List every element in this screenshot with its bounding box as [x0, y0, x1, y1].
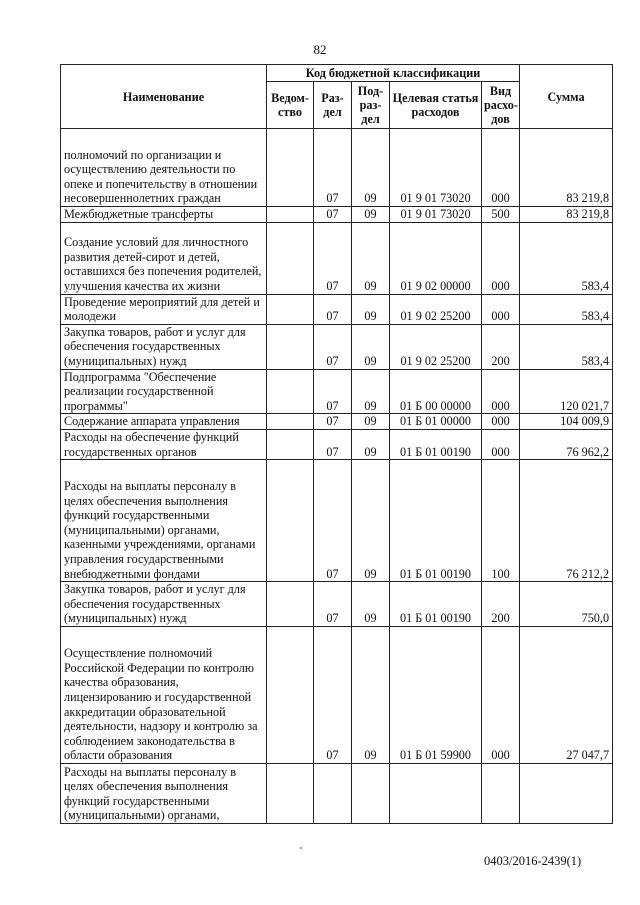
- row-type: 000: [482, 414, 520, 430]
- page-number: 82: [313, 42, 327, 57]
- row-subsection: 09: [352, 429, 390, 459]
- header-classification-group: Код бюджетной классификации: [267, 65, 520, 82]
- row-department: [267, 324, 314, 369]
- row-subsection: 09: [352, 324, 390, 369]
- row-subsection: [352, 763, 390, 823]
- row-department: [267, 294, 314, 324]
- header-name: Наименование: [61, 65, 267, 129]
- row-target: 01 Б 01 00190: [390, 582, 482, 627]
- row-target: 01 Б 01 00190: [390, 460, 482, 582]
- row-department: [267, 369, 314, 414]
- row-sum: 27 047,7: [520, 626, 613, 763]
- row-target: 01 Б 00 00000: [390, 369, 482, 414]
- row-name: Закупка товаров, работ и услуг для обеспечения государственных (муниципальных) нужд: [61, 582, 267, 627]
- row-section: 07: [314, 222, 352, 294]
- header-section: Раз-дел: [314, 82, 352, 129]
- row-target: 01 9 01 73020: [390, 207, 482, 223]
- row-sum: 76 962,2: [520, 429, 613, 459]
- row-sum: 76 212,2: [520, 460, 613, 582]
- row-type: 200: [482, 324, 520, 369]
- row-department: [267, 429, 314, 459]
- table-row: [61, 222, 613, 294]
- row-type: 000: [482, 429, 520, 459]
- header-target: Целевая статья расходов: [390, 82, 482, 129]
- table-row: [61, 414, 613, 430]
- budget-table: [60, 64, 613, 824]
- table-row: [61, 763, 613, 823]
- row-subsection: 09: [352, 414, 390, 430]
- header-type: Вид расхо-дов: [482, 82, 520, 129]
- row-section: 07: [314, 414, 352, 430]
- row-section: 07: [314, 369, 352, 414]
- row-name: Проведение мероприятий для детей и молодежи: [61, 294, 267, 324]
- row-section: 07: [314, 129, 352, 207]
- row-name: Осуществление полномочий Российской Федерации по контролю качества образования, лицензированию и государственной аккредитации образовательной деятельности, надзору и контролю за соблюдением законодательства в области образования: [61, 626, 267, 763]
- row-type: 000: [482, 294, 520, 324]
- row-subsection: 09: [352, 582, 390, 627]
- row-type: 000: [482, 222, 520, 294]
- header-department: Ведом-ство: [267, 82, 314, 129]
- row-sum: 750,0: [520, 582, 613, 627]
- row-type: 500: [482, 207, 520, 223]
- row-department: [267, 222, 314, 294]
- row-target: 01 Б 01 59900: [390, 626, 482, 763]
- row-name: Расходы на выплаты персоналу в целях обеспечения выполнения функций государственными (муниципальными) органами, казенными учреждениями, органами управления государственными внебюджетными фондами: [61, 460, 267, 582]
- row-subsection: 09: [352, 626, 390, 763]
- header-sum: Сумма: [520, 65, 613, 129]
- table-row: [61, 129, 613, 207]
- row-section: 07: [314, 324, 352, 369]
- row-section: 07: [314, 582, 352, 627]
- row-target: 01 9 02 25200: [390, 294, 482, 324]
- row-sum: 83 219,8: [520, 129, 613, 207]
- table-row: [61, 294, 613, 324]
- row-name: Расходы на обеспечение функций государственных органов: [61, 429, 267, 459]
- row-department: [267, 582, 314, 627]
- table-row: [61, 582, 613, 627]
- table-row: [61, 460, 613, 582]
- row-type: 200: [482, 582, 520, 627]
- row-type: 000: [482, 369, 520, 414]
- row-section: 07: [314, 207, 352, 223]
- row-subsection: 09: [352, 129, 390, 207]
- row-target: 01 9 01 73020: [390, 129, 482, 207]
- row-subsection: 09: [352, 222, 390, 294]
- header-subsection: Под-раз-дел: [352, 82, 390, 129]
- row-department: [267, 763, 314, 823]
- row-type: 000: [482, 129, 520, 207]
- row-section: 07: [314, 429, 352, 459]
- row-target: 01 9 02 00000: [390, 222, 482, 294]
- row-name: Расходы на выплаты персоналу в целях обеспечения выполнения функций государственными (муниципальными) органами,: [61, 763, 267, 823]
- row-subsection: 09: [352, 460, 390, 582]
- row-target: [390, 763, 482, 823]
- row-sum: 104 009,9: [520, 414, 613, 430]
- row-section: 07: [314, 294, 352, 324]
- row-department: [267, 207, 314, 223]
- row-sum: 583,4: [520, 324, 613, 369]
- table-body: [61, 129, 613, 824]
- document-code: 0403/2016-2439(1): [484, 854, 582, 868]
- row-name: Закупка товаров, работ и услуг для обеспечения государственных (муниципальных) нужд: [61, 324, 267, 369]
- row-subsection: 09: [352, 294, 390, 324]
- table-row: [61, 207, 613, 223]
- row-section: [314, 763, 352, 823]
- row-department: [267, 460, 314, 582]
- row-sum: 583,4: [520, 294, 613, 324]
- row-target: 01 Б 01 00000: [390, 414, 482, 430]
- row-type: 100: [482, 460, 520, 582]
- row-name: полномочий по организации и осуществлению деятельности по опеке и попечительству в отношении несовершеннолетних граждан: [61, 129, 267, 207]
- row-name: Содержание аппарата управления: [61, 414, 267, 430]
- row-sum: 583,4: [520, 222, 613, 294]
- row-name: Межбюджетные трансферты: [61, 207, 267, 223]
- row-name: Подпрограмма "Обеспечение реализации государственной программы": [61, 369, 267, 414]
- row-sum: 83 219,8: [520, 207, 613, 223]
- row-type: [482, 763, 520, 823]
- row-type: 000: [482, 626, 520, 763]
- row-department: [267, 129, 314, 207]
- row-department: [267, 626, 314, 763]
- row-sum: 120 021,7: [520, 369, 613, 414]
- scan-mark: [300, 847, 302, 849]
- row-sum: [520, 763, 613, 823]
- table-row: [61, 369, 613, 414]
- row-subsection: 09: [352, 207, 390, 223]
- row-section: 07: [314, 626, 352, 763]
- table-row: [61, 324, 613, 369]
- table-row: [61, 429, 613, 459]
- row-name: Создание условий для личностного развития детей-сирот и детей, оставшихся без попечения родителей, улучшения качества их жизни: [61, 222, 267, 294]
- row-department: [267, 414, 314, 430]
- row-subsection: 09: [352, 369, 390, 414]
- row-target: 01 9 02 25200: [390, 324, 482, 369]
- table-row: [61, 626, 613, 763]
- row-target: 01 Б 01 00190: [390, 429, 482, 459]
- row-section: 07: [314, 460, 352, 582]
